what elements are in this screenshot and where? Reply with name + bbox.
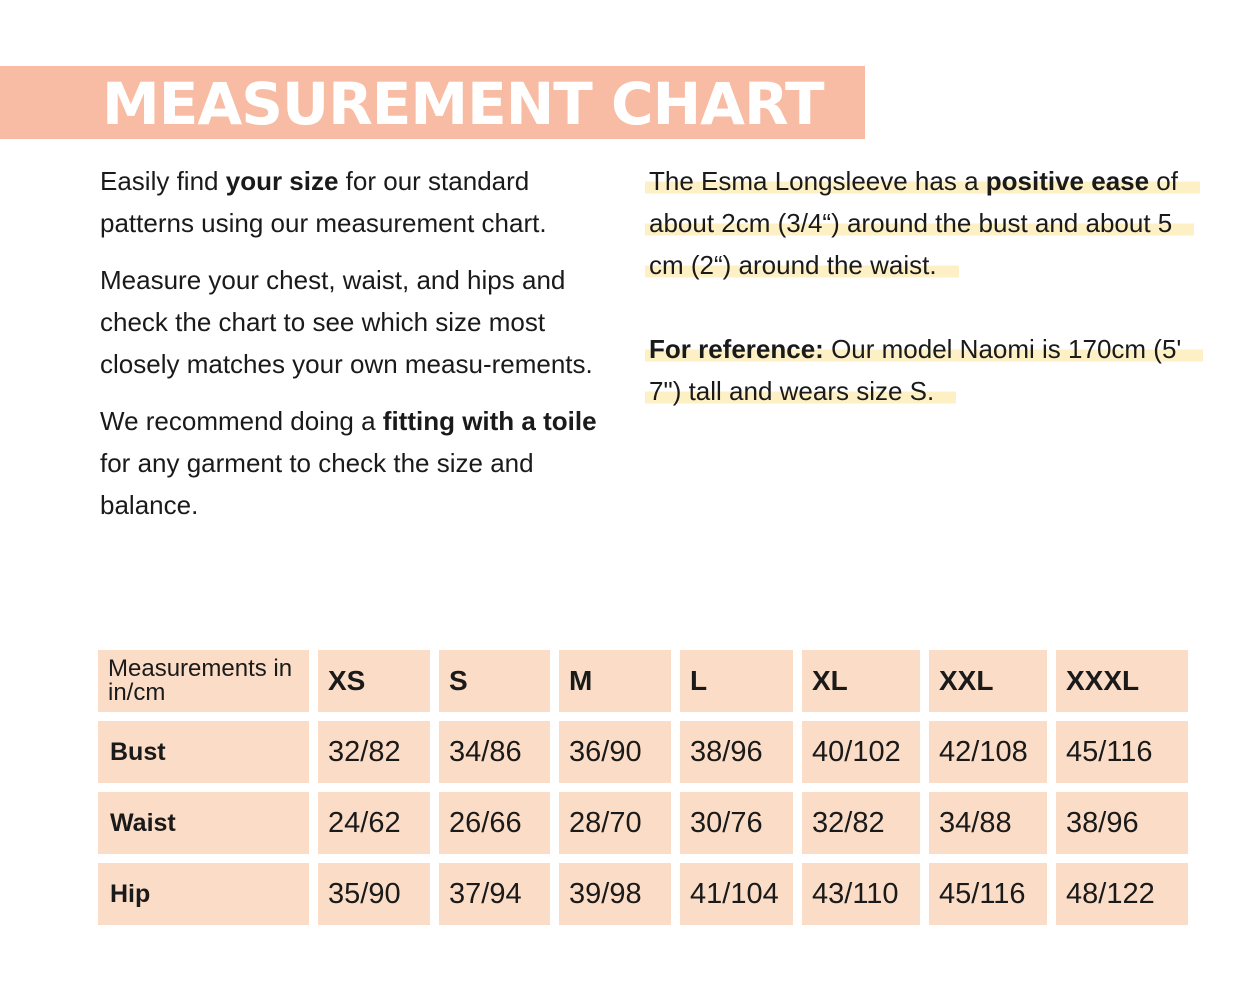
table-cell: 28/70 [559, 792, 671, 854]
table-cell: 39/98 [559, 863, 671, 925]
table-cell: 40/102 [802, 721, 920, 783]
table-cell: 48/122 [1056, 863, 1188, 925]
table-corner-label: Measurements in in/cm [98, 650, 309, 712]
page-title: MEASUREMENT CHART [102, 70, 824, 138]
table-cell: 42/108 [929, 721, 1047, 783]
size-table [98, 650, 1188, 925]
table-cell: 32/82 [318, 721, 430, 783]
intro-paragraph: We recommend doing a fitting with a toile for any garment to check the size and balance. [100, 406, 597, 520]
size-header-s: S [439, 650, 550, 712]
table-cell: 37/94 [439, 863, 550, 925]
highlight: For reference: Our model Naomi is 170cm (5' 7") tall and wears size S. [645, 334, 1203, 406]
size-header-xxl: XXL [929, 650, 1047, 712]
table-cell: 43/110 [802, 863, 920, 925]
size-header-l: L [680, 650, 793, 712]
row-label-bust: Bust [98, 721, 309, 783]
table-cell: 26/66 [439, 792, 550, 854]
table-cell: 38/96 [680, 721, 793, 783]
size-header-xxxl: XXXL [1056, 650, 1188, 712]
table-cell: 41/104 [680, 863, 793, 925]
table-cell: 34/88 [929, 792, 1047, 854]
table-cell: 34/86 [439, 721, 550, 783]
table-cell: 45/116 [1056, 721, 1188, 783]
intro-column [100, 160, 610, 541]
fit-notes-column [645, 160, 1205, 454]
table-cell: 32/82 [802, 792, 920, 854]
intro-paragraph: Measure your chest, waist, and hips and check the chart to see which size most closely matches your own measu-rements. [100, 265, 593, 379]
size-header-m: M [559, 650, 671, 712]
reference-note [645, 328, 1205, 412]
highlight: The Esma Longsleeve has a positive ease of about 2cm (3/4“) around the bust and about 5 cm (2“) around the waist. [645, 166, 1200, 280]
ease-note [645, 160, 1205, 286]
size-header-xl: XL [802, 650, 920, 712]
table-cell: 36/90 [559, 721, 671, 783]
row-label-hip: Hip [98, 863, 309, 925]
table-cell: 45/116 [929, 863, 1047, 925]
table-cell: 38/96 [1056, 792, 1188, 854]
table-cell: 35/90 [318, 863, 430, 925]
size-header-xs: XS [318, 650, 430, 712]
intro-paragraph: Easily find your size for our standard patterns using our measurement chart. [100, 166, 547, 238]
table-cell: 30/76 [680, 792, 793, 854]
table-cell: 24/62 [318, 792, 430, 854]
row-label-waist: Waist [98, 792, 309, 854]
